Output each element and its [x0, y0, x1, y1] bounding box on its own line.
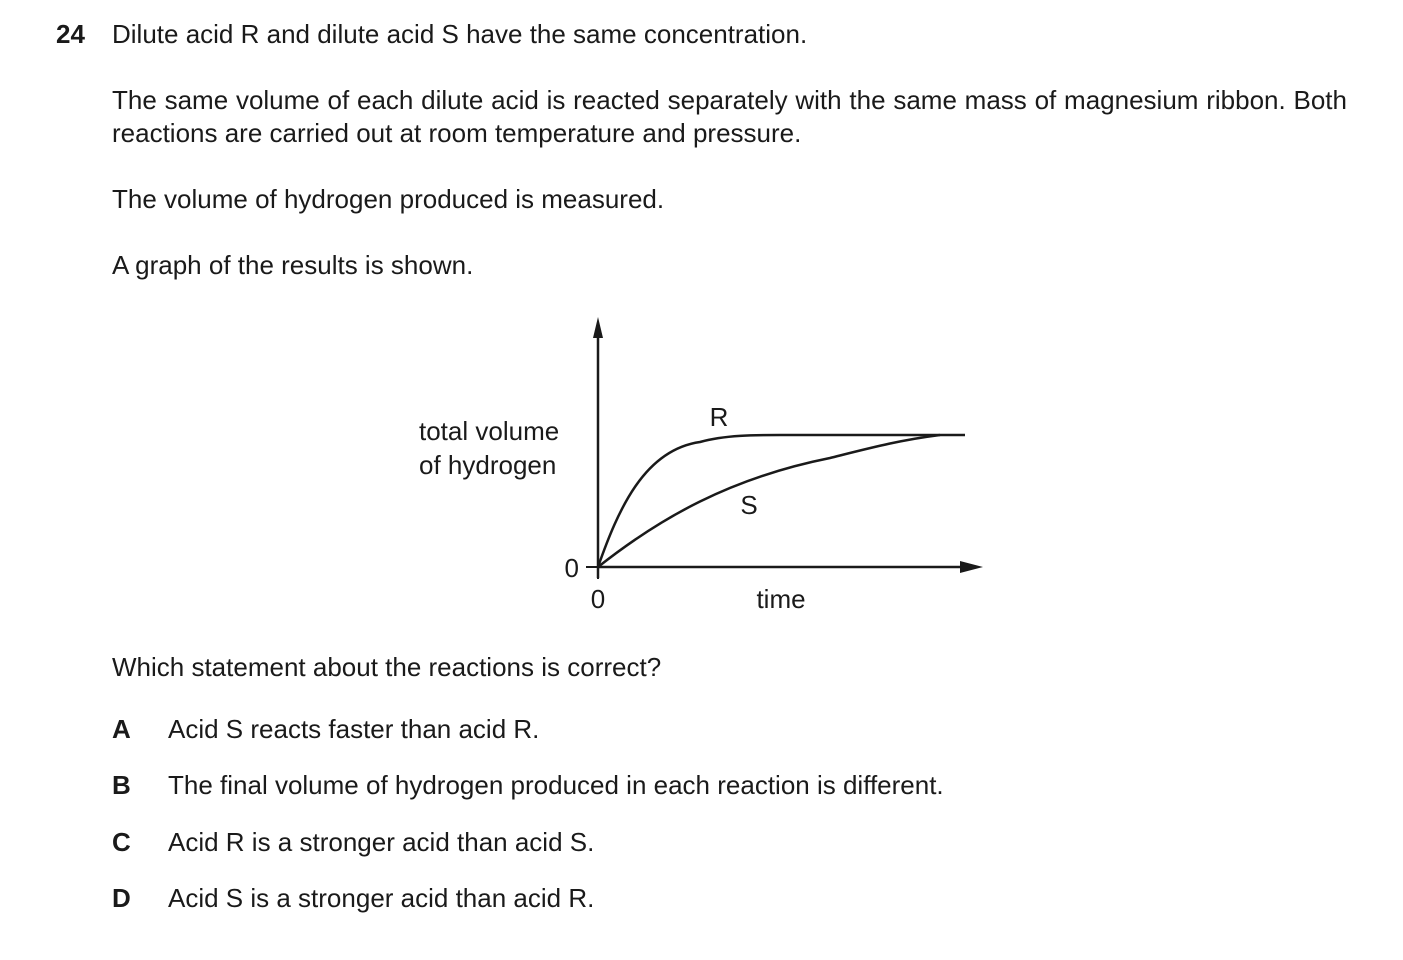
- curve-label-s: S: [740, 490, 758, 520]
- x-axis-arrowhead: [960, 561, 983, 573]
- question-graph-intro: A graph of the results is shown.: [112, 250, 474, 280]
- option-letter: B: [112, 770, 131, 800]
- option-text: The final volume of hydrogen produced in each reaction is different.: [168, 770, 944, 800]
- y-origin-label: 0: [564, 553, 579, 583]
- y-axis-arrowhead: [593, 317, 603, 338]
- curve-label-r: R: [709, 402, 729, 432]
- question-measurement: The volume of hydrogen produced is measured.: [112, 184, 665, 214]
- option-text: Acid S is a stronger acid than acid R.: [168, 883, 595, 913]
- option-letter: C: [112, 827, 131, 857]
- question-prompt: Which statement about the reactions is correct?: [112, 652, 662, 682]
- x-origin-label: 0: [590, 584, 606, 614]
- option-letter: A: [112, 714, 131, 744]
- y-axis-label-line1: total volume: [419, 416, 560, 446]
- question-intro: Dilute acid R and dilute acid S have the same concentration.: [112, 19, 808, 49]
- option-text: Acid S reacts faster than acid R.: [168, 714, 540, 744]
- question-method: The same volume of each dilute acid is reacted separately with the same mass of magnesium ribbon. Both reactions are carried out at room temperature and pressure.: [112, 85, 1347, 148]
- x-axis-label: time: [756, 584, 806, 614]
- option-letter: D: [112, 883, 131, 913]
- curve-s: [598, 435, 940, 567]
- y-axis-label-line2: of hydrogen: [419, 450, 557, 480]
- question-number: 24: [56, 19, 85, 49]
- curve-r: [598, 435, 965, 567]
- reaction-graph: [400, 300, 1000, 630]
- option-text: Acid R is a stronger acid than acid S.: [168, 827, 595, 857]
